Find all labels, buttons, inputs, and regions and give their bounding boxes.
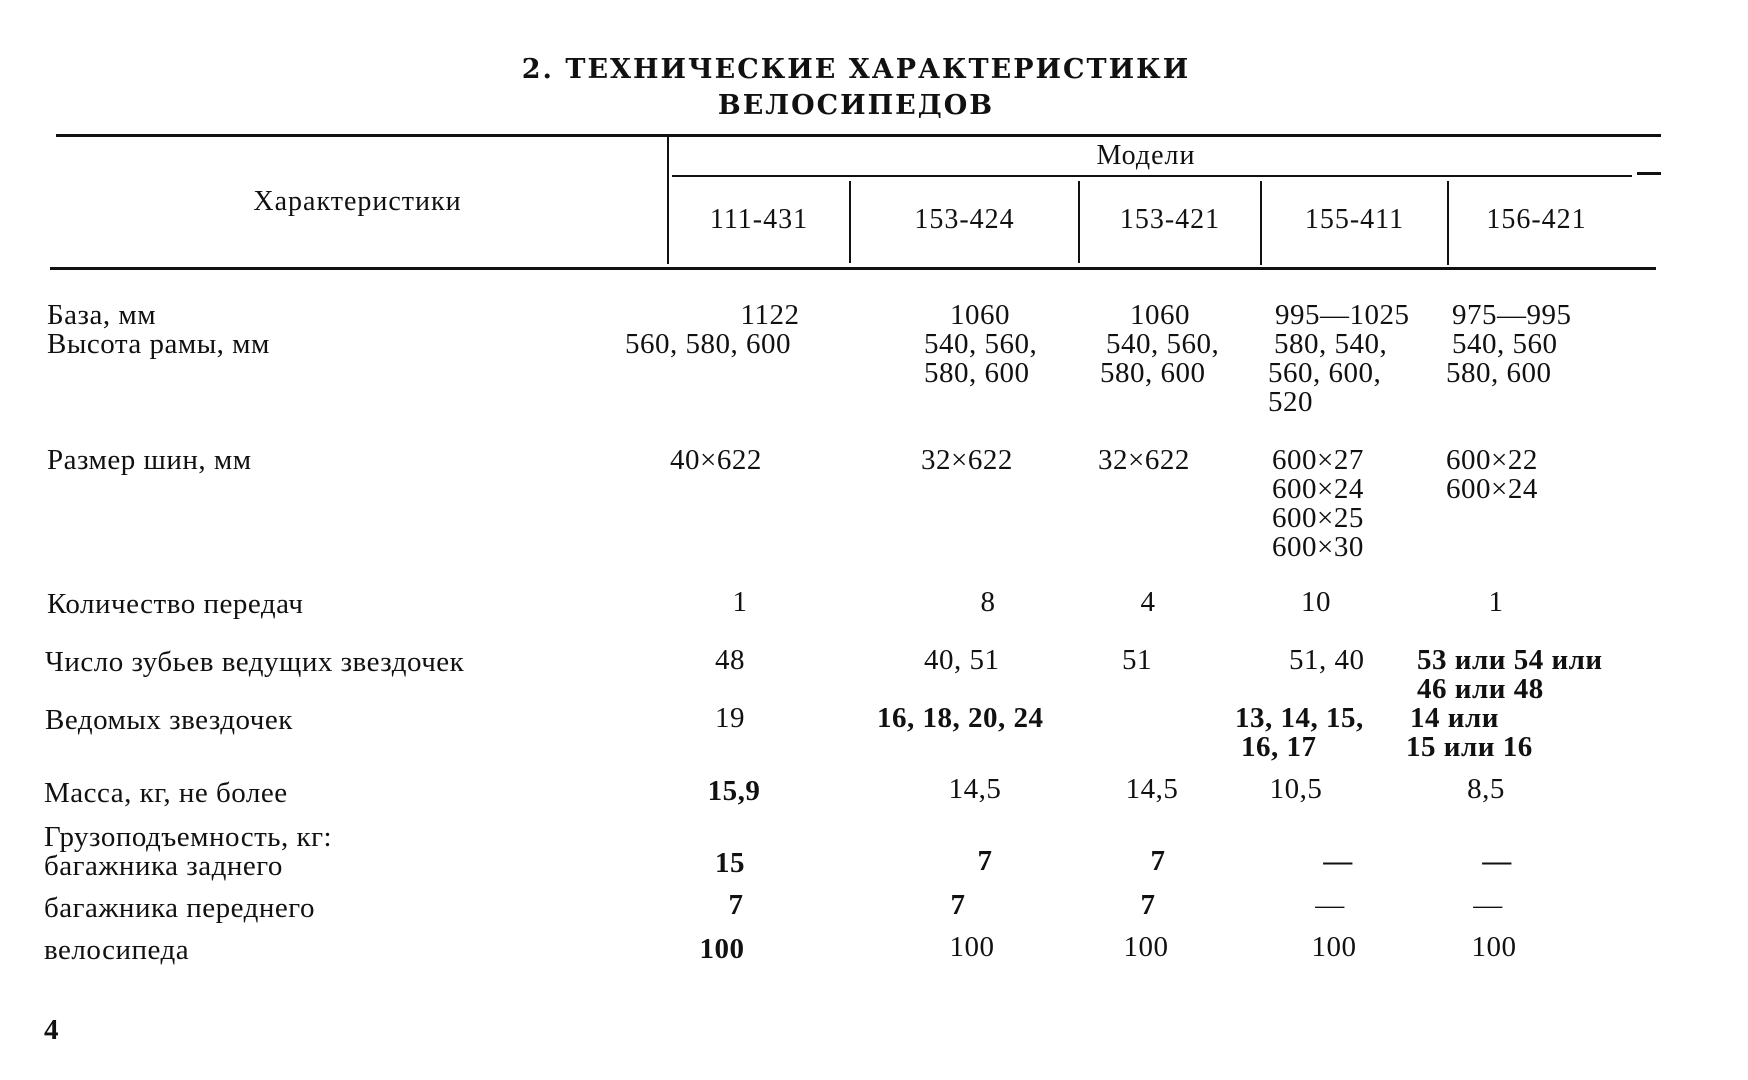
cell-line: 16, 17 [1241,731,1317,763]
cell-line: 580, 600 [1100,357,1206,389]
cell-value: 1 [732,586,748,618]
cell-line: 600×27 [1272,444,1364,476]
model-header: 153-424 [914,204,1015,235]
cell-line: 600×22 [1446,444,1538,476]
cell-value: 4 [1140,586,1156,618]
cell-value: — [1315,889,1345,921]
cell-value-multiline [1417,646,1603,704]
cell-line: 540, 560, [1106,328,1220,360]
cell-value: 8 [980,586,996,618]
row-label-rear-rack: багажника заднего [44,850,283,882]
cell-value-multiline [924,330,1037,388]
cell-value: 10 [1301,586,1331,618]
cell-value: 10,5 [1269,773,1323,805]
cell-value-multiline [1446,330,1558,388]
cell-value-multiline [1235,704,1364,762]
cell-value: 7 [728,889,744,921]
cell-value: 100 [1471,931,1517,963]
row-label-drive-sprocket-teeth: Число зубьев ведущих звездочек [45,646,465,678]
cell-line: 600×30 [1272,531,1364,563]
cell-line: 600×25 [1272,502,1364,534]
cell-value: 15 [715,847,745,879]
row-label-front-rack: багажника переднего [44,892,315,924]
cell-value: 7 [977,845,993,877]
cell-value-multiline [1100,330,1219,388]
cell-line: 580, 540, [1274,328,1388,360]
cell-line: 600×24 [1446,473,1538,505]
header-models: Модели [1096,140,1196,171]
cell-value: 7 [1150,845,1166,877]
model-header: 153-421 [1119,204,1221,235]
row-label-gears: Количество передач [47,588,304,620]
model-header: 155-411 [1304,204,1405,235]
cell-value: 100 [699,933,745,965]
cell-line: 520 [1268,386,1313,418]
cell-value-multiline [1446,446,1538,504]
models-underline-rule [672,175,1632,177]
page-number: 4 [44,1014,59,1046]
cell-line: 46 или 48 [1417,673,1544,705]
row-label-frame-height: Высота рамы, мм [47,328,270,360]
header-vertical-divider [667,136,669,264]
cell-value: 40×622 [670,444,762,476]
cell-line: 540, 560, [924,328,1038,360]
cell-line: 560, 600, [1268,357,1382,389]
page-title-line1: 2. ТЕХНИЧЕСКИЕ ХАРАКТЕРИСТИКИ [521,54,1191,85]
cell-line: 580, 600 [924,357,1030,389]
cell-value: 975—995 [1452,299,1572,331]
cell-value: 8,5 [1467,773,1505,805]
cell-line: 600×24 [1272,473,1364,505]
model-header: 156-421 [1486,204,1587,235]
cell-value: 40, 51 [924,644,1000,676]
cell-value: 32×622 [921,444,1013,476]
cell-value-multiline [1406,704,1533,762]
cell-value: — [1323,845,1353,877]
cell-value: 51, 40 [1289,644,1365,676]
row-label-mass: Масса, кг, не более [44,777,288,809]
page-title-line2: ВЕЛОСИПЕДОВ [717,90,995,121]
cell-line: 13, 14, 15, [1235,702,1364,734]
cell-value: 32×622 [1098,444,1190,476]
cell-value: 1060 [1130,299,1190,331]
row-label-bicycle: велосипеда [44,934,190,966]
row-label-driven-sprockets: Ведомых звездочек [45,704,293,736]
row-label-load-capacity: Грузоподъемность, кг: [44,821,333,853]
row-label-tire-size: Размер шин, мм [47,444,252,476]
cell-value: 14,5 [1125,773,1179,805]
cell-value: 19 [715,702,745,734]
cell-line: 540, 560 [1452,328,1558,360]
row-label-base: База, мм [47,299,157,331]
cell-value-multiline [1268,330,1387,417]
header-characteristics: Характеристики [253,186,462,217]
models-underline-tail [1637,172,1661,175]
cell-value: 100 [1311,931,1357,963]
table-header-bottom-rule [50,267,1656,270]
cell-value: — [1473,889,1503,921]
cell-value: 14,5 [948,773,1002,805]
cell-value: 51 [1122,644,1152,676]
cell-value: 48 [715,644,745,676]
cell-value: 15,9 [707,775,761,807]
cell-value: 16, 18, 20, 24 [877,702,1044,734]
cell-value: — [1482,845,1512,877]
cell-value: 1122 [740,299,800,331]
cell-value: 7 [1140,889,1156,921]
cell-value: 1 [1488,586,1504,618]
cell-value: 7 [950,889,966,921]
table-top-rule [56,134,1661,137]
cell-value: 100 [949,931,995,963]
model-header: 111-431 [709,204,809,235]
cell-value: 1060 [950,299,1010,331]
cell-value: 995—1025 [1275,299,1410,331]
cell-value-multiline [1272,446,1364,562]
cell-line: 15 или 16 [1406,731,1533,763]
cell-line: 580, 600 [1446,357,1552,389]
cell-line: 53 или 54 или [1417,644,1603,676]
cell-line: 14 или [1410,702,1499,734]
cell-value: 100 [1123,931,1169,963]
cell-value: 560, 580, 600 [625,328,791,360]
